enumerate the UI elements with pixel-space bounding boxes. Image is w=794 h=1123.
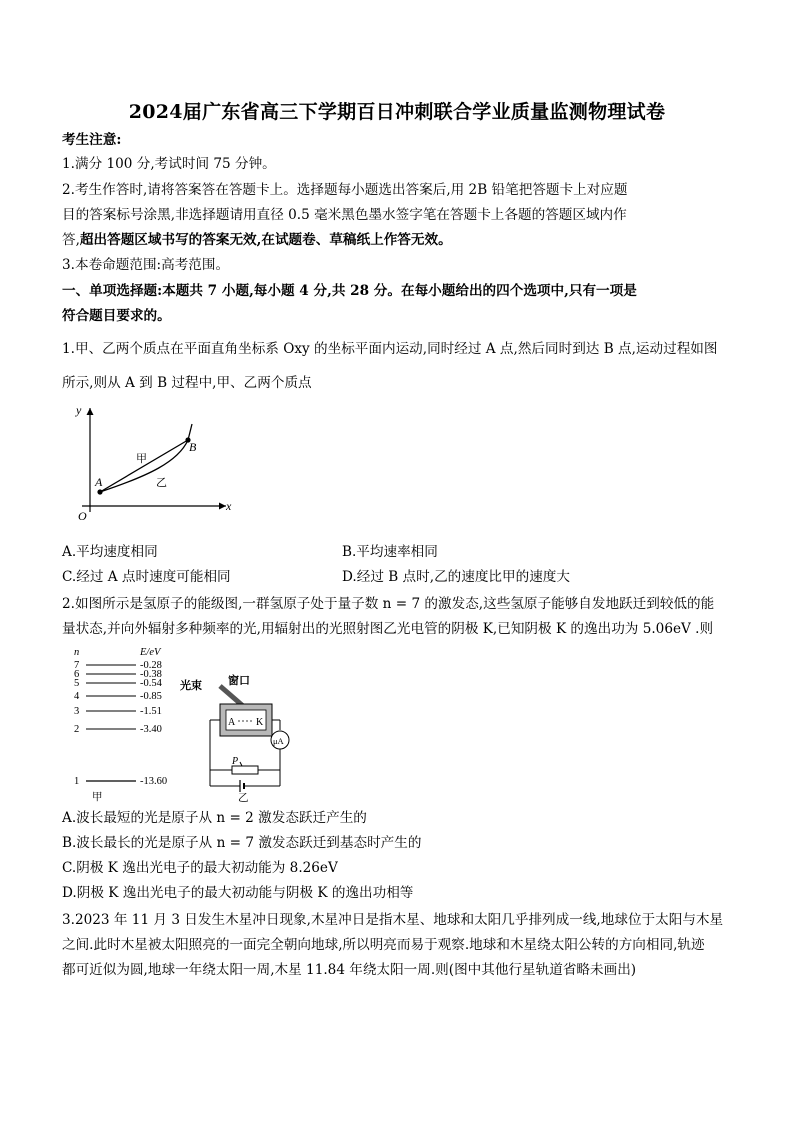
point-a-label: A	[95, 475, 103, 489]
n-header: n	[74, 647, 80, 658]
tube-circuit-caption: 乙	[238, 793, 249, 802]
question-2-option-b: B.波长最长的光是原子从 n = 7 激发态跃迁到基态时产生的	[62, 835, 422, 851]
photoelectric-tube-circuit	[180, 666, 292, 802]
notice-item-2-line-3-start: 答,	[62, 232, 80, 248]
level-n-5: 5	[74, 678, 80, 689]
point-a	[97, 489, 102, 494]
notice-item-3: 3.本卷命题范围:高考范围。	[62, 257, 230, 273]
jia-label: 甲	[136, 453, 147, 465]
level-e-2: -3.40	[140, 724, 162, 735]
question-1-option-d: D.经过 B 点时,乙的速度比甲的速度大	[342, 569, 570, 585]
rheostat	[232, 766, 258, 774]
notice-heading: 考生注意:	[62, 132, 122, 148]
level-e-1: -13.60	[140, 776, 168, 787]
slider-contact	[240, 762, 242, 766]
notice-item-2-line-2: 目的答案标号涂黑,非选择题请用直径 0.5 毫米黑色墨水签字笔在答题卡上各题的答题区域内作	[62, 207, 627, 223]
section-1-heading-line-2: 符合题目要求的。	[62, 308, 171, 324]
level-n-4: 4	[74, 691, 80, 702]
notice-item-1: 1.满分 100 分,考试时间 75 分钟。	[62, 156, 276, 172]
anode-label: A	[228, 717, 236, 728]
level-n-2: 2	[74, 724, 80, 735]
question-3-stem-line-3: 都可近似为圆,地球一年绕太阳一周,木星 11.84 年绕太阳一周.则(图中其他行星轨道省略未画出)	[62, 962, 637, 978]
beam-label: 光束	[180, 680, 202, 692]
level-e-4: -0.85	[140, 691, 162, 702]
level-n-6: 6	[74, 669, 80, 680]
energy-level-diagram	[70, 643, 180, 803]
question-2-option-d: D.阴极 K 逸出光电子的最大初动能与阴极 K 的逸出功相等	[62, 885, 414, 901]
question-1-stem-line-1: 1.甲、乙两个质点在平面直角坐标系 Oxy 的坐标平面内运动,同时经过 A 点,然后同时到达 B 点,运动过程如图	[62, 341, 718, 357]
energy-diagram-caption: 甲	[92, 792, 103, 803]
level-e-5: -0.54	[140, 678, 162, 689]
notice-item-2-emphasis: 超出答题区域书写的答案无效,在试题卷、草稿纸上作答无效。	[79, 232, 452, 248]
question-2-stem-line-1: 2.如图所示是氢原子的能级图,一群氢原子处于量子数 n = 7 的激发态,这些氢原子能够自发地跃迁到较低的能	[62, 596, 715, 612]
question-2-option-c: C.阴极 K 逸出光电子的最大初动能为 8.26eV	[62, 860, 338, 876]
x-axis-label: x	[226, 499, 232, 513]
notice-item-2-line-3	[62, 228, 738, 252]
slider-label: P	[232, 756, 239, 767]
y-axis-label: y	[76, 403, 82, 417]
section-1-heading-line-1: 一、单项选择题:本题共 7 小题,每小题 4 分,共 28 分。在每小题给出的四个选项中,只有一项是	[62, 283, 637, 299]
e-header: E/eV	[140, 647, 161, 658]
question-3-stem-line-1: 3.2023 年 11 月 3 日发生木星冲日现象,木星冲日是指木星、地球和太阳几乎排列成一线,地球位于太阳与木星	[62, 912, 724, 928]
level-n-7: 7	[74, 660, 80, 671]
origin-label: O	[78, 509, 87, 523]
question-1-option-b: B.平均速率相同	[342, 544, 438, 560]
point-b-label: B	[189, 440, 197, 454]
level-n-1: 1	[74, 776, 80, 787]
level-e-3: -1.51	[140, 706, 162, 717]
notice-item-2-line-1: 2.考生作答时,请将答案答在答题卡上。选择题每小题选出答案后,用 2B 铅笔把答题卡上对应题	[62, 182, 628, 198]
question-1-trajectory-figure	[68, 400, 238, 530]
question-2-option-a: A.波长最短的光是原子从 n = 2 激发态跃迁产生的	[62, 810, 367, 826]
window-label: 窗口	[228, 675, 250, 687]
trajectory-jia	[100, 440, 188, 492]
question-1-option-c: C.经过 A 点时速度可能相同	[62, 569, 231, 585]
question-2-stem-line-2: 量状态,并向外辐射多种频率的光,用辐射出的光照射图乙光电管的阴极 K,已知阴极 K 的逸出功为 5.06eV .则	[62, 621, 714, 637]
level-e-7: -0.28	[140, 660, 162, 671]
exam-title: 2024届广东省高三下学期百日冲刺联合学业质量监测物理试卷	[128, 101, 666, 123]
yi-label: 乙	[156, 477, 167, 489]
question-1-stem-line-2: 所示,则从 A 到 B 过程中,甲、乙两个质点	[62, 375, 312, 391]
question-3-stem-line-2: 之间.此时木星被太阳照亮的一面完全朝向地球,所以明亮而易于观察.地球和木星绕太阳公转的方向相同,轨迹	[62, 937, 705, 953]
question-1-option-a: A.平均速度相同	[62, 544, 158, 560]
microammeter-label: μA	[273, 736, 284, 746]
cathode-label: K	[256, 717, 264, 728]
level-n-3: 3	[74, 706, 80, 717]
level-e-6: -0.38	[140, 669, 162, 680]
